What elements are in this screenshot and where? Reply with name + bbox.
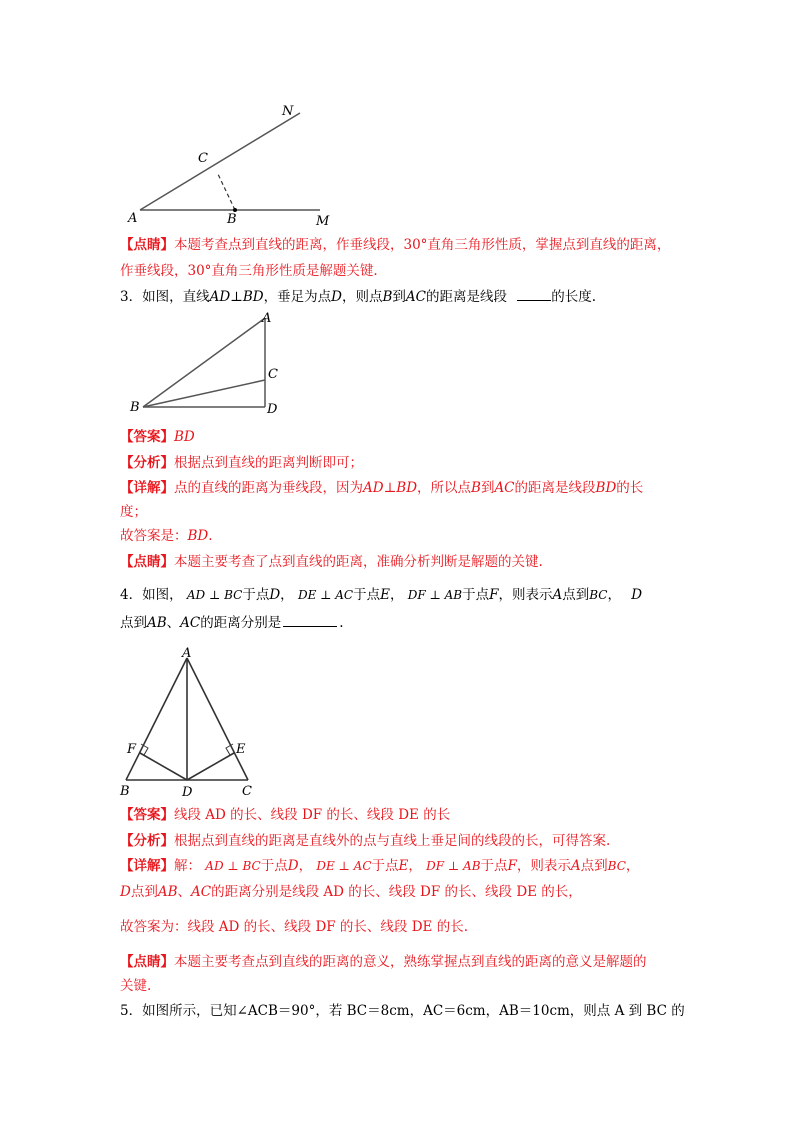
label-f: F [127,742,137,757]
note-q2-line2: 作垂线段，30°直角三角形性质是解题关键. [120,263,378,279]
detail-4-line1: 【详解】解： AD ⊥ BC于点D， DE ⊥ AC于点E， DF ⊥ AB于点F，则表示A点到BC， [120,858,640,874]
note-tag: 【点睛】 [120,237,174,253]
figure-angle-nam [120,100,350,230]
question-4-line1: 4．如图， AD ⊥ BC于点D， DE ⊥ AC于点E， DF ⊥ AB于点F，则表示A点到BC， D [120,587,643,603]
note-4-line1: 【点睛】本题主要考查点到直线的距离的意义，熟练掌握点到直线的距离的意义是解题的 [120,954,647,970]
answer-blank[interactable] [517,300,551,301]
label-a: A [262,311,272,326]
question-3: 3．如图，直线AD⊥BD，垂足为点D，则点B到AC的距离是线段 的长度. [120,289,597,305]
label-a: A [128,211,138,226]
detail-3-line2: 度； [120,504,147,520]
label-c: C [198,151,208,166]
label-b: B [120,784,130,799]
note-q2-line1: 【点睛】本题考查点到直线的距离，作垂线段，30°直角三角形性质，掌握点到直线的距离， [120,237,671,253]
note-3: 【点睛】本题主要考查了点到直线的距离，准确分析判断是解题的关键. [120,554,543,570]
question-4-line2: 点到AB、AC的距离分别是 . [120,615,344,631]
detail-4-line2: D点到AB、AC的距离分别是线段 AD 的长、线段 DF 的长、线段 DE 的长， [120,884,582,900]
label-n: N [282,104,294,119]
note-4-line2: 关键. [120,978,152,994]
label-d: D [267,402,278,417]
analysis-4: 【分析】根据点到直线的距离是直线外的点与直线上垂足间的线段的长，可得答案. [120,833,611,849]
answer-3: 【答案】BD [120,429,195,445]
label-d: D [182,785,193,800]
answer-4: 【答案】线段 AD 的长、线段 DF 的长、线段 DE 的长 [120,807,451,823]
so-answer-4: 故答案为：线段 AD 的长、线段 DF 的长、线段 DE 的长. [120,919,468,935]
figure-isosceles-triangle [118,645,258,800]
answer-blank[interactable] [283,626,337,627]
figure-triangle-abd [125,310,295,420]
label-b: B [130,400,140,415]
question-5: 5．如图所示，已知∠ACB＝90°，若 BC＝8cm，AC＝6cm，AB＝10cm，则点 A 到 BC 的 [120,1003,685,1019]
label-c: C [242,784,252,799]
label-b: B [227,212,237,227]
label-e: E [236,742,246,757]
analysis-3: 【分析】根据点到直线的距离判断即可； [120,455,363,471]
label-m: M [316,214,330,229]
label-c: C [268,367,278,382]
label-a: A [182,646,192,661]
so-answer-3: 故答案是：BD. [120,528,213,544]
detail-3-line1: 【详解】点的直线的距离为垂线段，因为AD⊥BD，所以点B到AC的距离是线段BD的长 [120,480,644,496]
